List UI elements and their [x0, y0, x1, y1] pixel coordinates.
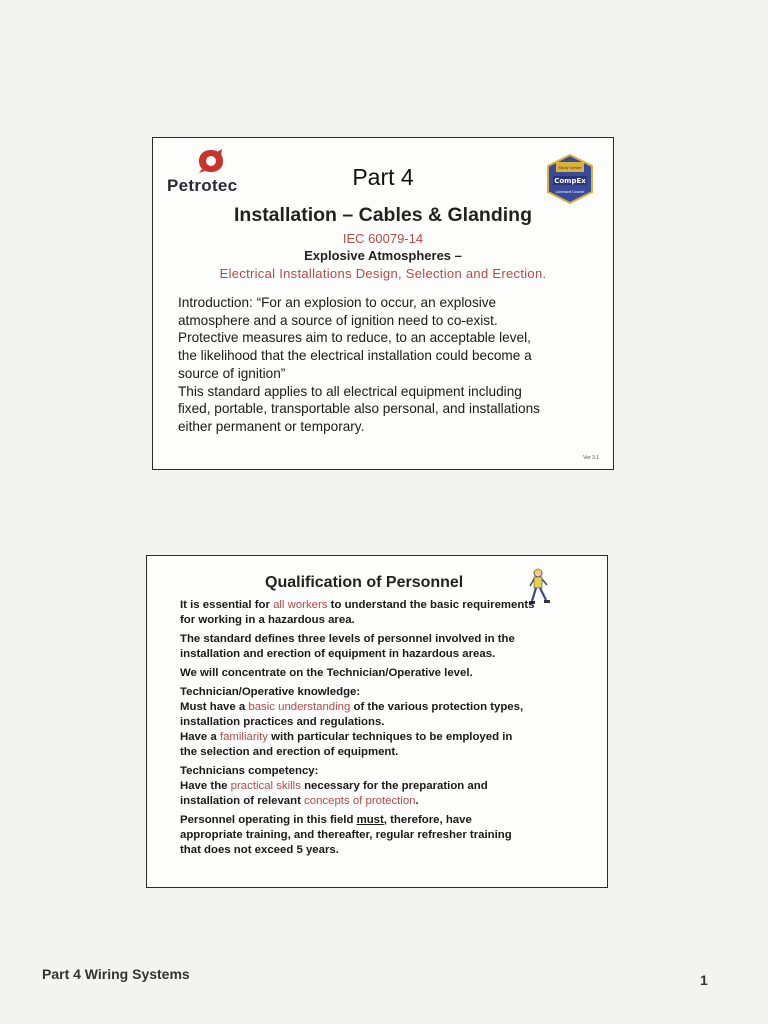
text: . [415, 795, 419, 807]
badge-bottom-text: Licensed Course [555, 190, 585, 194]
text: necessary for the preparation and [300, 780, 488, 792]
body-line: fixed, portable, transportable also personal, and installations [178, 401, 540, 417]
text: installation of relevant [180, 795, 305, 807]
text: the selection and erection of equipment. [180, 746, 399, 758]
text: Personnel operating in this field [180, 814, 357, 826]
body-line: source of ignition” [178, 365, 286, 381]
text: installation practices and regulations. [180, 716, 385, 728]
underlined-must: must [356, 814, 384, 826]
text: Have a [180, 731, 220, 743]
text: Technicians competency: [180, 765, 319, 777]
text: that does not exceed 5 years. [180, 844, 339, 856]
footer-section-title: Part 4 Wiring Systems [42, 966, 190, 982]
slide-part4-intro [152, 137, 614, 470]
version-label: Ver 3.1 [583, 455, 599, 461]
badge-compex-text: CompEx [554, 177, 586, 185]
slide-title: Installation – Cables & Glanding [234, 204, 532, 226]
highlight-basic-understanding: basic understanding [248, 701, 351, 713]
body-line: Introduction: “For an explosion to occur, an explosive [178, 295, 497, 310]
body-line: This standard applies to all electrical equipment including [178, 383, 522, 399]
text: Technician/Operative knowledge: [180, 686, 361, 698]
body-line: the likelihood that the electrical installation could become a [178, 348, 532, 364]
highlight-practical-skills: practical skills [230, 780, 301, 792]
highlight-all-workers: all workers [273, 599, 328, 611]
text: The standard defines three levels of personnel involved in the [180, 633, 515, 645]
text: of the various protection types, [350, 701, 524, 713]
subtitle-explosive-atmospheres: Explosive Atmospheres – [304, 248, 462, 263]
text: with particular techniques to be employed in [268, 731, 513, 743]
paragraph-workers [180, 598, 590, 628]
paragraph-levels [180, 632, 590, 662]
highlight-familiarity: familiarity [219, 731, 269, 743]
paragraph-competency [180, 764, 590, 809]
text: for working in a hazardous area. [180, 614, 355, 626]
text: appropriate training, and thereafter, regular refresher training [180, 829, 512, 841]
slide-title: Qualification of Personnel [265, 574, 464, 591]
paragraph-knowledge [180, 685, 590, 760]
body-line: atmosphere and a source of ignition need to co-exist. [178, 312, 498, 328]
body-line: Protective measures aim to reduce, to an acceptable level, [178, 330, 531, 346]
text: It is essential for [180, 599, 274, 611]
qualification-body [180, 598, 590, 862]
paragraph-training [180, 813, 590, 858]
slide-part-heading: Part 4 [352, 164, 414, 190]
text: installation and erection of equipment in hazardous areas. [180, 648, 496, 660]
highlight-concepts-of-protection: concepts of protection [304, 795, 416, 807]
text: , therefore, have [383, 814, 472, 826]
paragraph-concentrate [180, 666, 590, 681]
text: Must have a [180, 701, 249, 713]
subtitle-electrical-installations: Electrical Installations Design, Selection and Erection. [219, 266, 547, 281]
text: Have the [180, 780, 231, 792]
intro-body [178, 294, 598, 436]
body-line: either permanent or temporary. [178, 418, 365, 434]
text: We will concentrate on the Technician/Operative level. [180, 667, 473, 679]
standard-code: IEC 60079-14 [342, 231, 424, 246]
logo-text: Petrotec [167, 176, 238, 195]
badge-top-text: Study Centre [558, 166, 582, 170]
slide-qualification [146, 555, 608, 888]
page-number: 1 [700, 972, 708, 988]
text: to understand the basic requirements [327, 599, 535, 611]
